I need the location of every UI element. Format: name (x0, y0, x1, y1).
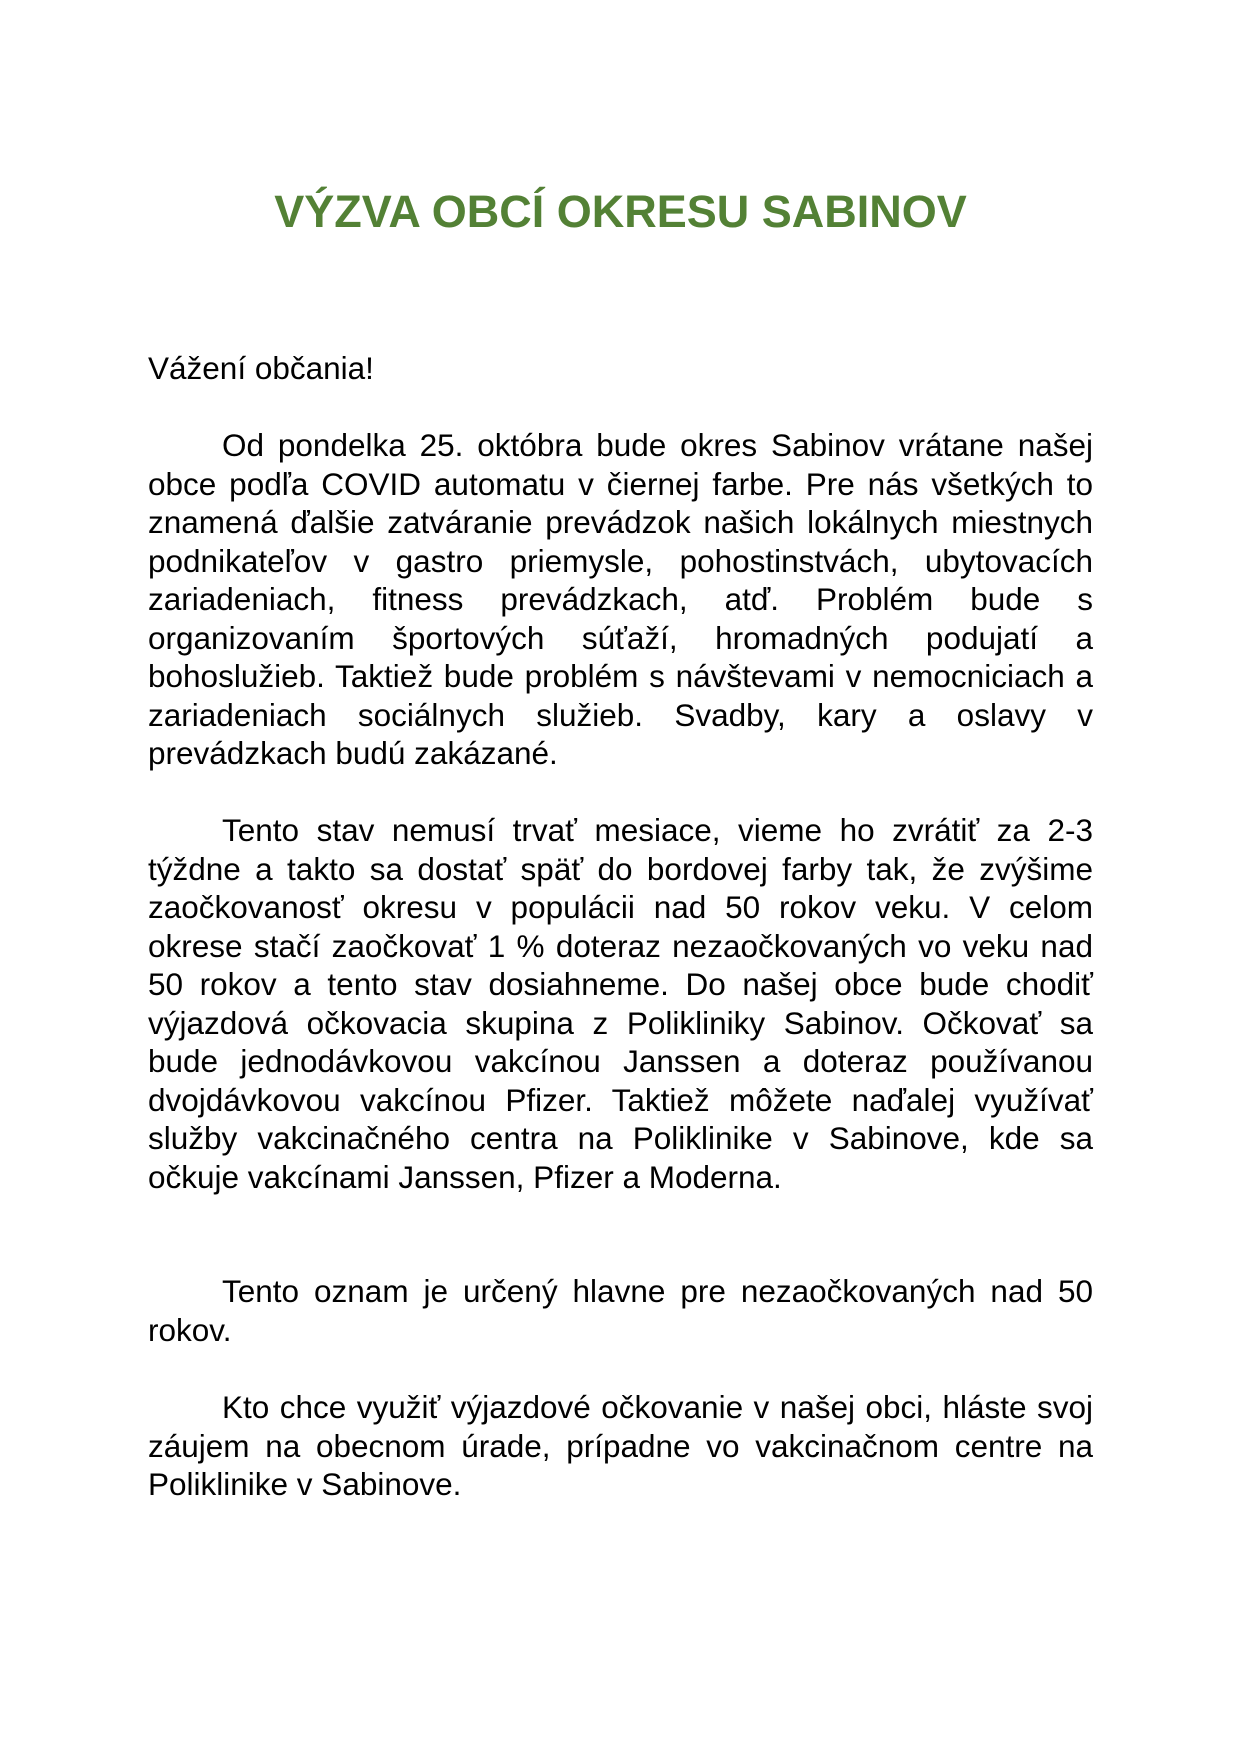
paragraph-registration-info: Kto chce využiť výjazdové očkovanie v našej obci, hláste svoj záujem na obecnom úrade, prípadne vo vakcinačnom centre na Poliklinike v Sabinove. (148, 1389, 1093, 1502)
document-title: VÝZVA OBCÍ OKRESU SABINOV (274, 186, 967, 237)
paragraph-covid-black-color: Od pondelka 25. októbra bude okres Sabinov vrátane našej obce podľa COVID automatu v čiernej farbe. Pre nás všetkých to znamená ďalšie zatváranie prevádzok našich lokálnych miestnych podnikateľov v gastro priemysle, pohostinstvách, ubytovacích zariadeniach, fitness prevádzkach, atď. Problém bude s organizovaním športových súťaží, hromadných podujatí a bohoslužieb. Taktiež bude problém s návštevami v nemocniciach a zariadeniach sociálnych služieb. Svadby, kary a oslavy v prevádzkach budú zakázané. (148, 427, 1093, 771)
paragraph-vaccination-plan: Tento stav nemusí trvať mesiace, vieme ho zvrátiť za 2-3 týždne a takto sa dostať späť do bordovej farby tak, že zvýšime zaočkovanosť okresu v populácii nad 50 rokov veku. V celom okrese stačí zaočkovať 1 % doteraz nezaočkovaných vo veku nad 50 rokov a tento stav dosiahneme. Do našej obce bude chodiť výjazdová očkovacia skupina z Polikliniky Sabinov. Očkovať sa bude jednodávkovou vakcínou Janssen a doteraz používanou dvojdávkovou vakcínou Pfizer. Taktiež môžete naďalej využívať služby vakcinačného centra na Poliklinike v Sabinove, kde sa očkuje vakcínami Janssen, Pfizer a Moderna. (148, 812, 1093, 1195)
salutation: Vážení občania! (148, 350, 374, 386)
paragraph-target-group: Tento oznam je určený hlavne pre nezaočkovaných nad 50 rokov. (148, 1273, 1093, 1348)
